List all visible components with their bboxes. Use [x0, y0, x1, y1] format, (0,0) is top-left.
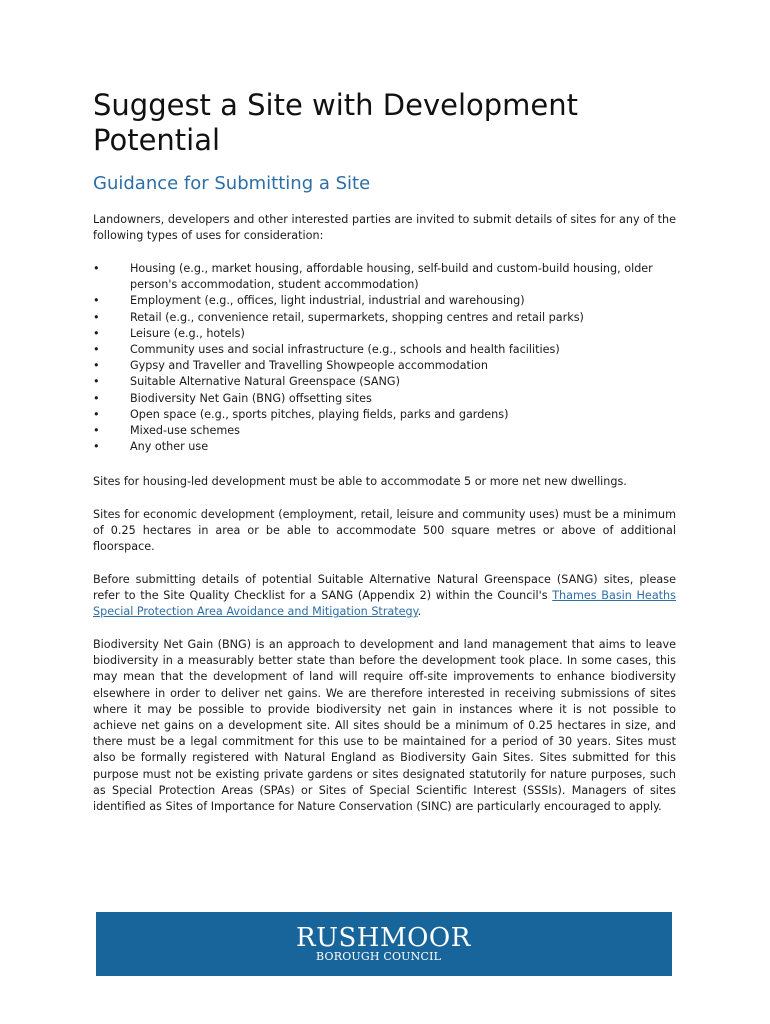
sang-paragraph-text: Before submitting details of potential Suitable Alternative Natural Greenspace (SANG) sites, please refer to the Site Quality Checklist for a SANG (Appendix 2) within the Council's [93, 573, 676, 603]
bng-paragraph: Biodiversity Net Gain (BNG) is an approach to development and land management that aims to leave biodiversity in a measurably better state than before the development took place. In some cases, this may mean that the development of land will require off-site improvements to enhance biodiversity elsewhere in order to deliver net gains. We are therefore interested in receiving submissions of sites where it may be possible to provide biodiversity net gain in instances where it is not possible to achieve net gains on a development site. All sites should be a minimum of 0.25 hectares in size, and there must be a legal commitment for this use to be maintained for a period of 30 years. Sites must also be formally registered with Natural England as Biodiversity Gain Sites. Sites submitted for this purpose must not be existing private gardens or sites designated statutorily for nature purposes, such as Special Protection Areas (SPAs) or Sites of Special Scientific Interest (SSSIs). Managers of sites identified as Sites of Importance for Nature Conservation (SINC) are particularly encouraged to apply. [93, 638, 676, 814]
list-item-text: Retail (e.g., convenience retail, supermarkets, shopping centres and retail parks) [130, 310, 584, 324]
list-item-text: Leisure (e.g., hotels) [130, 326, 245, 340]
housing-threshold-paragraph: Sites for housing-led development must be able to accommodate 5 or more net new dwellings. [93, 475, 627, 488]
section-heading: Guidance for Submitting a Site [93, 173, 371, 194]
page-title: Suggest a Site with Development Potential [93, 88, 578, 157]
bullet-icon: • [93, 359, 100, 373]
list-item [93, 439, 676, 455]
list-item [93, 391, 676, 407]
bullet-icon: • [93, 424, 100, 438]
sang-paragraph [93, 572, 676, 621]
list-item-text: Employment (e.g., offices, light industrial, industrial and warehousing) [130, 294, 525, 308]
list-item [93, 293, 676, 309]
rushmoor-logo [296, 924, 476, 964]
list-item-text: Biodiversity Net Gain (BNG) offsetting sites [130, 391, 372, 405]
bullet-icon: • [93, 310, 100, 324]
footer-banner [96, 912, 672, 976]
intro-paragraph: Landowners, developers and other interested parties are invited to submit details of sites for any of the following types of uses for consideration: [93, 213, 676, 243]
bullet-icon: • [93, 375, 100, 389]
list-item [93, 261, 676, 293]
bullet-icon: • [93, 262, 100, 275]
bullet-icon: • [93, 440, 100, 454]
use-types-list [93, 261, 676, 455]
bullet-icon: • [93, 407, 100, 421]
economic-threshold-paragraph: Sites for economic development (employment, retail, leisure and community uses) must be a minimum of 0.25 hectares in area or be able to accommodate 500 square metres or above of additional floorspace. [93, 508, 676, 554]
list-item-text: Gypsy and Traveller and Travelling Showpeople accommodation [130, 359, 488, 373]
list-item-text: Any other use [130, 440, 209, 454]
bullet-icon: • [93, 343, 100, 357]
bullet-icon: • [93, 326, 100, 340]
list-item [93, 374, 676, 390]
list-item [93, 326, 676, 342]
logo-subtitle: BOROUGH COUNCIL [316, 950, 442, 963]
sang-paragraph-end: . [417, 605, 422, 619]
list-item-text: Open space (e.g., sports pitches, playing fields, parks and gardens) [130, 407, 509, 421]
list-item [93, 407, 676, 423]
list-item-text: Community uses and social infrastructure (e.g., schools and health facilities) [130, 343, 560, 357]
list-item [93, 358, 676, 374]
bullet-icon: • [93, 294, 100, 308]
logo-wordmark: RUSHMOOR [296, 923, 471, 953]
list-item-text: Housing (e.g., market housing, affordable housing, self-build and custom-build housing, older person's accommodation, student accommodation) [130, 262, 653, 292]
list-item [93, 310, 676, 326]
bullet-icon: • [93, 391, 100, 405]
list-item [93, 342, 676, 358]
list-item [93, 423, 676, 439]
sang-strategy-link[interactable]: Thames Basin Heaths Special Protection Area Avoidance and Mitigation Strategy [93, 589, 676, 619]
list-item-text: Suitable Alternative Natural Greenspace (SANG) [130, 375, 400, 389]
list-item-text: Mixed-use schemes [130, 424, 240, 438]
